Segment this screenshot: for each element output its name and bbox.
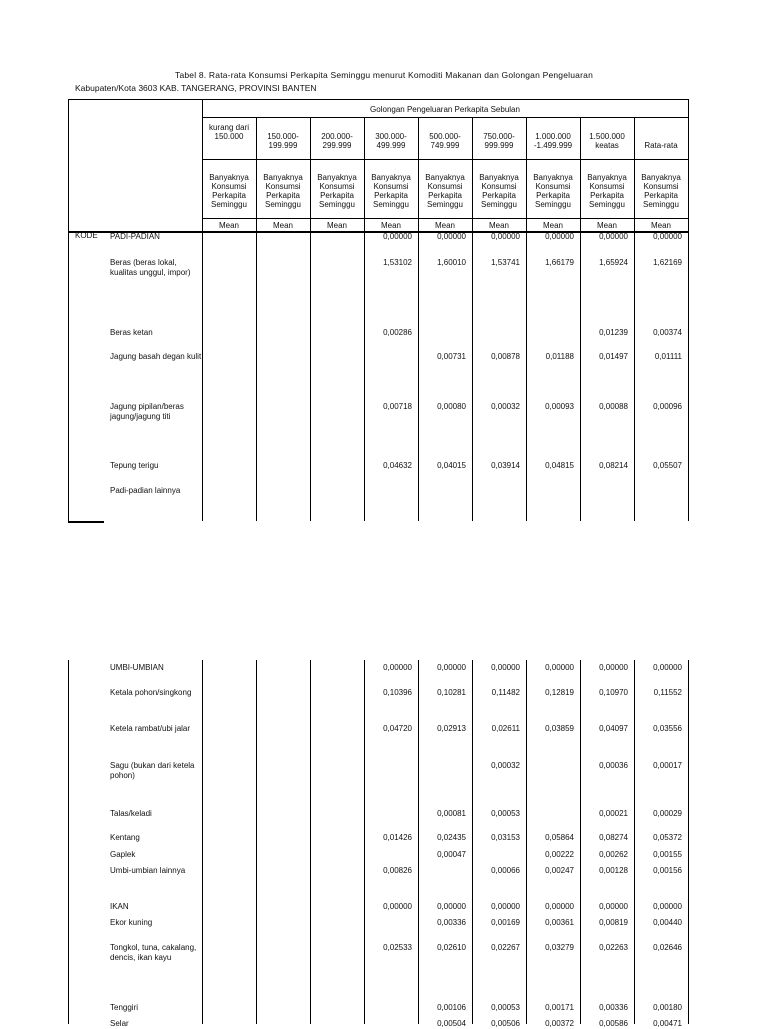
value-cell: 0,00169	[491, 918, 520, 927]
value-cell: 0,00247	[545, 866, 574, 875]
column-header: 1.500.000 keatas	[589, 132, 625, 150]
value-cell: 0,00826	[383, 866, 412, 875]
value-cell: 0,08214	[599, 461, 628, 470]
value-cell: 0,00000	[599, 663, 628, 672]
value-cell: 0,00032	[491, 402, 520, 411]
value-cell: 0,00029	[653, 809, 682, 818]
value-cell: 0,00017	[653, 761, 682, 770]
value-cell: 1,53741	[491, 258, 520, 267]
column-rule	[68, 660, 69, 1024]
value-cell: 0,03914	[491, 461, 520, 470]
row-label: PADI-PADIAN	[110, 232, 160, 241]
value-cell: 0,00000	[653, 663, 682, 672]
value-cell: 0,03279	[545, 943, 574, 952]
value-cell: 0,12819	[545, 688, 574, 697]
value-cell: 0,01111	[654, 352, 682, 361]
value-cell: 0,00171	[545, 1003, 574, 1012]
measure-label: Banyaknya Konsumsi Perkapita Seminggu	[425, 173, 465, 209]
measure-label: Banyaknya Konsumsi Perkapita Seminggu	[533, 173, 573, 209]
row-label: UMBI-UMBIAN	[110, 663, 164, 672]
value-cell: 0,00032	[491, 761, 520, 770]
column-header: 300.000- 499.999	[375, 132, 407, 150]
row-rule	[68, 99, 688, 100]
value-cell: 0,02263	[599, 943, 628, 952]
column-header: Rata-rata	[644, 141, 678, 150]
column-header: kurang dari 150.000	[208, 123, 250, 141]
column-rule	[310, 660, 311, 1024]
value-cell: 0,00000	[653, 902, 682, 911]
value-cell: 0,00000	[437, 902, 466, 911]
column-rule	[688, 660, 689, 1024]
value-cell: 0,00180	[653, 1003, 682, 1012]
value-cell: 0,00081	[437, 809, 466, 818]
value-cell: 0,00361	[545, 918, 574, 927]
value-cell: 0,01239	[599, 328, 628, 337]
value-cell: 0,00000	[653, 232, 682, 241]
row-rule	[202, 159, 688, 160]
row-rule	[68, 521, 104, 523]
value-cell: 0,00155	[653, 850, 682, 859]
row-label: IKAN	[110, 902, 129, 911]
value-cell: 0,00262	[599, 850, 628, 859]
row-label: Beras ketan	[110, 328, 153, 337]
value-cell: 0,03153	[491, 833, 520, 842]
row-label: Kentang	[110, 833, 140, 842]
value-cell: 0,02646	[653, 943, 682, 952]
measure-label: Banyaknya Konsumsi Perkapita Seminggu	[479, 173, 519, 209]
row-label: Beras (beras lokal, kualitas unggul, impor)	[110, 258, 191, 277]
stat-label: Mean	[488, 221, 509, 230]
value-cell: 0,00000	[545, 902, 574, 911]
value-cell: 0,00471	[653, 1019, 682, 1028]
group-header: Golongan Pengeluaran Perkapita Sebulan	[370, 105, 520, 114]
stat-label: Mean	[218, 221, 239, 230]
value-cell: 0,00878	[491, 352, 520, 361]
value-cell: 0,00000	[491, 902, 520, 911]
value-cell: 0,04632	[383, 461, 412, 470]
value-cell: 0,00036	[599, 761, 628, 770]
value-cell: 0,00096	[653, 402, 682, 411]
value-cell: 0,00440	[653, 918, 682, 927]
value-cell: 0,03859	[545, 724, 574, 733]
row-label: Jagung pipilan/beras jagung/jagung titi	[110, 402, 184, 421]
value-cell: 0,00372	[545, 1019, 574, 1028]
value-cell: 0,00156	[653, 866, 682, 875]
row-label: Tongkol, tuna, cakalang, dencis, ikan kayu	[110, 943, 197, 962]
value-cell: 0,10396	[383, 688, 412, 697]
value-cell: 0,00088	[599, 402, 628, 411]
column-rule	[256, 660, 257, 1024]
stat-label: Mean	[596, 221, 617, 230]
value-cell: 0,10281	[437, 688, 466, 697]
value-cell: 0,02913	[437, 724, 466, 733]
row-label: Gaplek	[110, 850, 136, 859]
value-cell: 1,62169	[653, 258, 682, 267]
value-cell: 0,00021	[599, 809, 628, 818]
column-rule	[688, 99, 689, 521]
column-header: 500.000- 749.999	[429, 132, 461, 150]
value-cell: 0,00000	[545, 232, 574, 241]
value-cell: 0,00819	[599, 918, 628, 927]
value-cell: 0,01426	[383, 833, 412, 842]
value-cell: 0,00506	[491, 1019, 520, 1028]
measure-label: Banyaknya Konsumsi Perkapita Seminggu	[371, 173, 411, 209]
table-title: Tabel 8. Rata-rata Konsumsi Perkapita Seminggu menurut Komoditi Makanan dan Golongan Pengeluaran	[175, 70, 593, 80]
value-cell: 0,11552	[653, 688, 682, 697]
value-cell: 0,00047	[437, 850, 466, 859]
value-cell: 0,00731	[437, 352, 466, 361]
row-label: Selar	[110, 1019, 129, 1028]
stat-label: Mean	[380, 221, 401, 230]
value-cell: 0,00336	[599, 1003, 628, 1012]
value-cell: 0,04720	[383, 724, 412, 733]
value-cell: 1,60010	[437, 258, 466, 267]
value-cell: 0,00066	[491, 866, 520, 875]
value-cell: 1,65924	[599, 258, 628, 267]
value-cell: 0,00000	[545, 663, 574, 672]
stat-label: Mean	[326, 221, 347, 230]
value-cell: 0,00000	[437, 232, 466, 241]
measure-label: Banyaknya Konsumsi Perkapita Seminggu	[209, 173, 249, 209]
stat-label: Mean	[650, 221, 671, 230]
value-cell: 0,05864	[545, 833, 574, 842]
value-cell: 0,00093	[545, 402, 574, 411]
stat-label: Mean	[434, 221, 455, 230]
column-header: 150.000- 199.999	[267, 132, 299, 150]
value-cell: 0,04097	[599, 724, 628, 733]
row-label: Sagu (bukan dari ketela pohon)	[110, 761, 195, 780]
value-cell: 0,00222	[545, 850, 574, 859]
value-cell: 0,08274	[599, 833, 628, 842]
stat-label: Mean	[272, 221, 293, 230]
row-label: Jagung basah degan kulit	[110, 352, 202, 361]
value-cell: 0,00000	[599, 902, 628, 911]
value-cell: 0,02533	[383, 943, 412, 952]
value-cell: 0,00586	[599, 1019, 628, 1028]
row-label: Umbi-umbian lainnya	[110, 866, 186, 875]
table-subtitle: Kabupaten/Kota 3603 KAB. TANGERANG, PROVINSI BANTEN	[75, 83, 317, 93]
measure-label: Banyaknya Konsumsi Perkapita Seminggu	[587, 173, 627, 209]
value-cell: 0,03556	[653, 724, 682, 733]
value-cell: 0,04815	[545, 461, 574, 470]
row-rule	[202, 218, 688, 219]
row-label: Ketala pohon/singkong	[110, 688, 192, 697]
value-cell: 0,00000	[491, 663, 520, 672]
value-cell: 0,00053	[491, 809, 520, 818]
value-cell: 0,00106	[437, 1003, 466, 1012]
value-cell: 0,11482	[491, 688, 520, 697]
value-cell: 0,00000	[491, 232, 520, 241]
row-label: Ekor kuning	[110, 918, 153, 927]
row-rule	[202, 117, 688, 118]
row-label: Tenggiri	[110, 1003, 139, 1012]
column-header: 200.000- 299.999	[321, 132, 353, 150]
value-cell: 0,02267	[491, 943, 520, 952]
value-cell: 0,00504	[437, 1019, 466, 1028]
value-cell: 0,05372	[653, 833, 682, 842]
value-cell: 1,53102	[383, 258, 412, 267]
value-cell: 1,66179	[545, 258, 574, 267]
value-cell: 0,05507	[653, 461, 682, 470]
row-label: Tepung terigu	[110, 461, 159, 470]
value-cell: 0,00374	[653, 328, 682, 337]
value-cell: 0,00000	[599, 232, 628, 241]
value-cell: 0,10970	[599, 688, 628, 697]
row-label: Ketela rambat/ubi jalar	[110, 724, 191, 733]
value-cell: 0,01497	[599, 352, 628, 361]
value-cell: 0,01188	[545, 352, 574, 361]
value-cell: 0,00000	[383, 663, 412, 672]
value-cell: 0,00000	[383, 902, 412, 911]
column-header: 750.000- 999.999	[483, 132, 515, 150]
value-cell: 0,00128	[599, 866, 628, 875]
stat-label: Mean	[542, 221, 563, 230]
kode-label: KODE	[75, 231, 98, 240]
value-cell: 0,02611	[491, 724, 520, 733]
measure-label: Banyaknya Konsumsi Perkapita Seminggu	[263, 173, 303, 209]
row-label: Padi-padian lainnya	[110, 486, 181, 495]
measure-label: Banyaknya Konsumsi Perkapita Seminggu	[317, 173, 357, 209]
column-rule	[202, 660, 203, 1024]
value-cell: 0,04015	[437, 461, 466, 470]
value-cell: 0,00286	[383, 328, 412, 337]
value-cell: 0,00000	[383, 232, 412, 241]
value-cell: 0,00000	[437, 663, 466, 672]
value-cell: 0,00718	[383, 402, 412, 411]
column-rule	[68, 99, 69, 521]
value-cell: 0,00080	[437, 402, 466, 411]
value-cell: 0,02435	[437, 833, 466, 842]
column-header: 1.000.000 -1.499.999	[533, 132, 573, 150]
value-cell: 0,00336	[437, 918, 466, 927]
measure-label: Banyaknya Konsumsi Perkapita Seminggu	[641, 173, 681, 209]
value-cell: 0,00053	[491, 1003, 520, 1012]
row-label: Talas/keladi	[110, 809, 152, 818]
value-cell: 0,02610	[437, 943, 466, 952]
